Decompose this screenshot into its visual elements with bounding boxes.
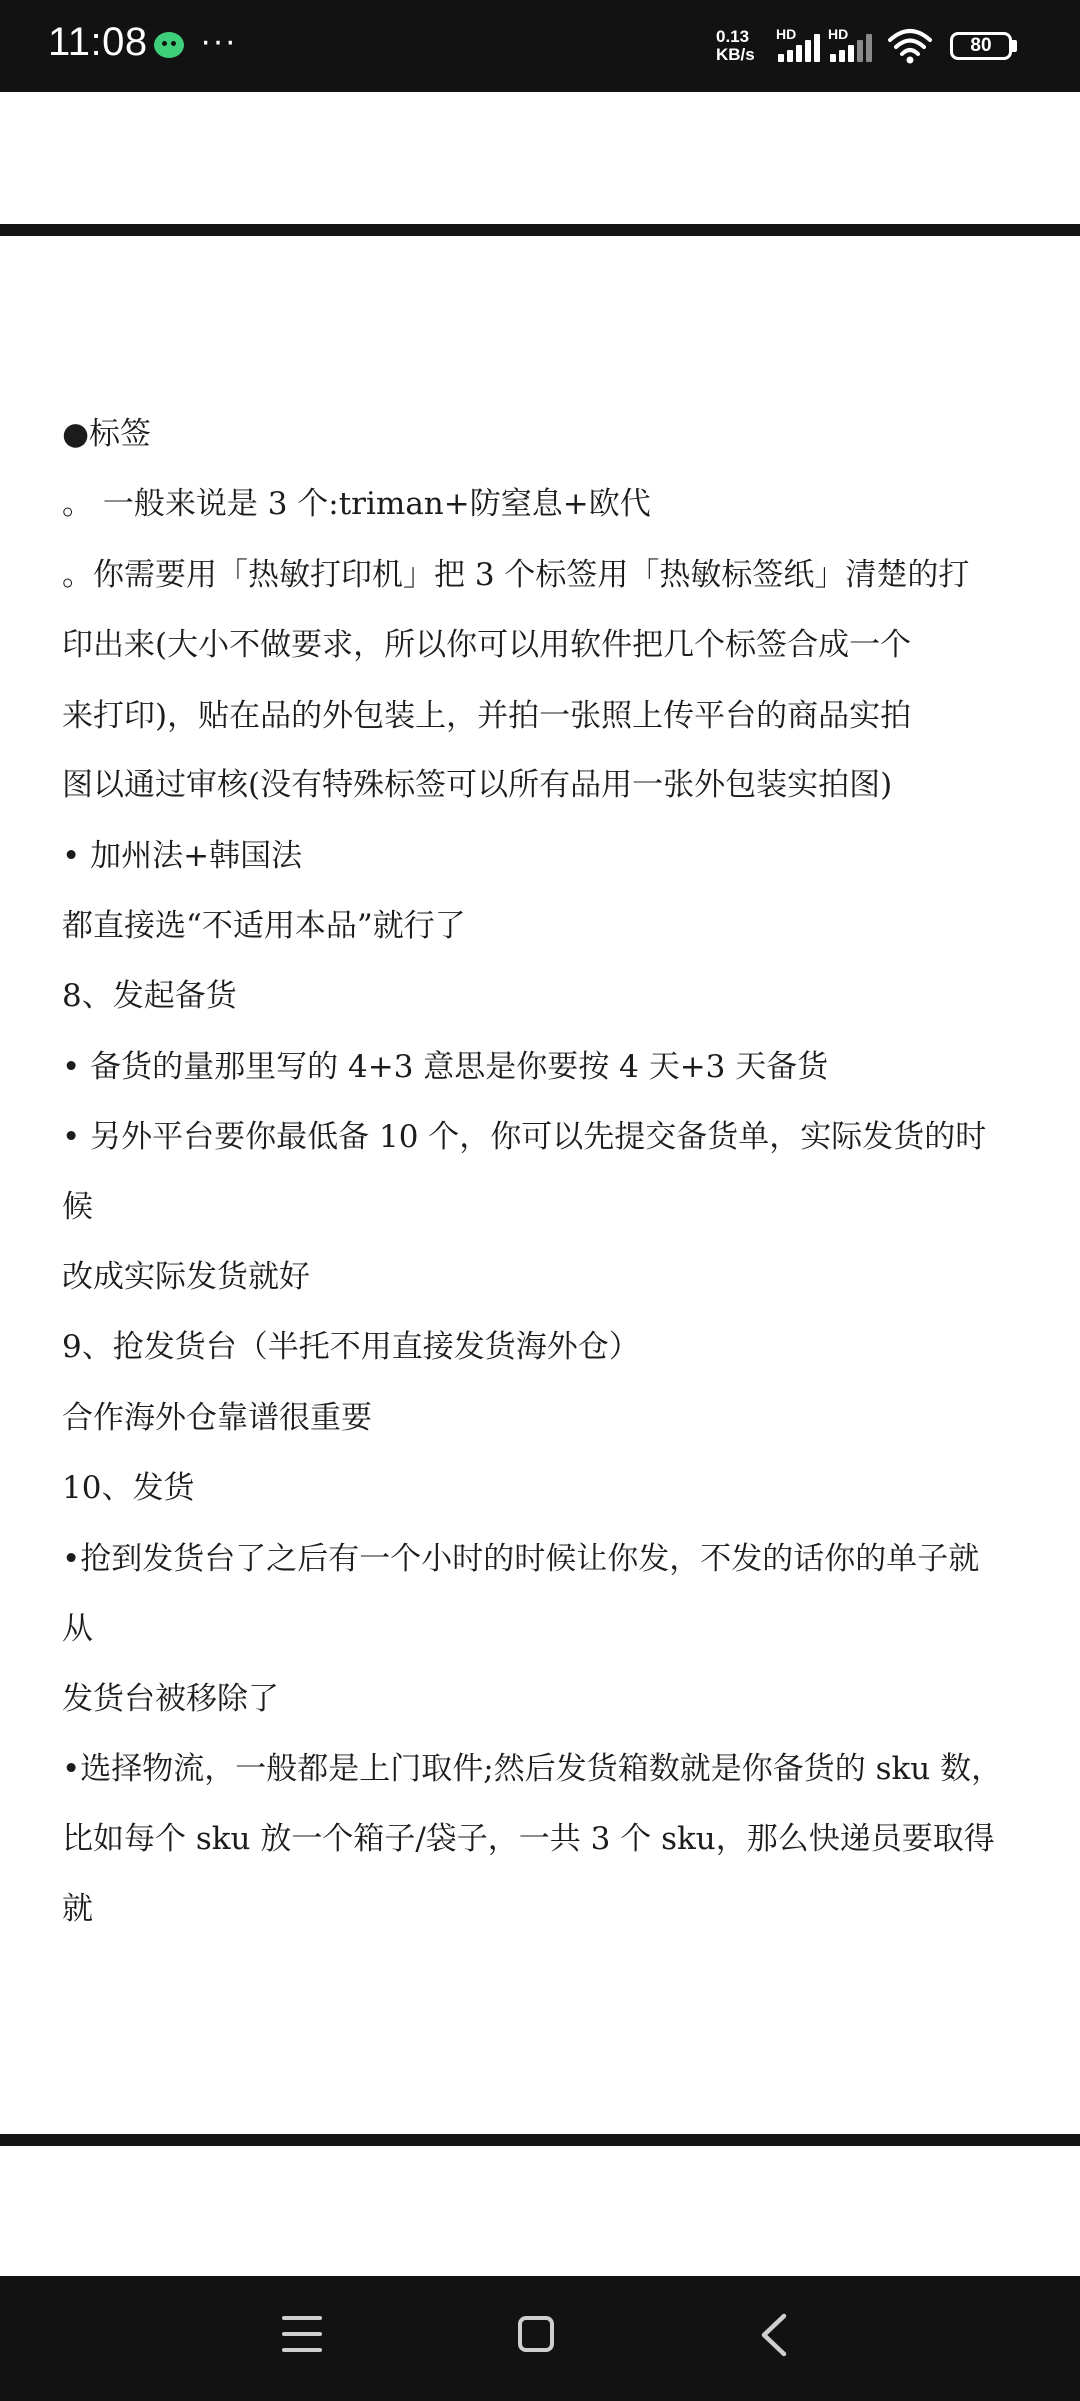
doc-line: 比如每个 sku 放一个箱子/袋子，一共 3 个 sku，那么快递员要取得 [62,1821,995,1857]
home-icon[interactable] [518,2316,554,2352]
doc-line: 改成实际发货就好 [62,1259,310,1295]
doc-line: • 另外平台要你最低备 10 个，你可以先提交备货单，实际发货的时 [62,1119,987,1155]
doc-line: 候 [62,1189,93,1225]
doc-line: 都直接选“不适用本品”就行了 [62,908,466,944]
doc-line: 合作海外仓靠谱很重要 [62,1400,372,1436]
doc-line: 来打印)，贴在品的外包装上，并拍一张照上传平台的商品实拍 [62,698,912,734]
top-rule [0,224,1080,236]
status-time: 11:08 [48,20,148,64]
doc-line: •抢到发货台了之后有一个小时的时候让你发，不发的话你的单子就 [62,1541,980,1577]
doc-line: •选择物流，一般都是上门取件;然后发货箱数就是你备货的 sku 数， [62,1751,1003,1787]
doc-line: 发货台被移除了 [62,1681,279,1717]
sim2-hd-label: HD [828,26,849,42]
doc-line: 。 一般来说是 3 个:triman+防窒息+欧代 [62,486,651,522]
doc-line: ●标签 [62,416,152,452]
doc-line: 印出来(大小不做要求，所以你可以用软件把几个标签合成一个 [62,627,912,663]
network-speed-value: 0.13 [716,27,750,46]
sim1-hd-label: HD [776,26,797,42]
wifi-icon [888,26,932,66]
more-icon: ··· [200,22,237,60]
doc-line: • 加州法+韩国法 [62,838,303,874]
doc-line: 图以通过审核(没有特殊标签可以所有品用一张外包装实拍图) [62,767,893,803]
battery-tip [1012,40,1017,52]
doc-line: 就 [62,1891,93,1927]
battery-icon: 80 [950,32,1012,60]
doc-line: 9、抢发货台（半托不用直接发货海外仓） [62,1329,640,1365]
back-icon[interactable] [756,2312,792,2358]
status-bar [0,0,1080,92]
bottom-rule [0,2134,1080,2146]
doc-line: 8、发起备货 [62,978,237,1014]
doc-line: • 备货的量那里写的 4+3 意思是你要按 4 天+3 天备货 [62,1049,829,1085]
network-speed-unit: KB/s [716,45,755,64]
signal-icon-2 [828,28,886,64]
signal-icon [776,28,834,64]
wechat-icon [154,32,184,58]
network-speed [716,28,772,64]
doc-line: 10、发货 [62,1470,195,1506]
doc-line: 从 [62,1611,93,1647]
menu-icon[interactable] [282,2316,322,2352]
doc-line: 。你需要用「热敏打印机」把 3 个标签用「热敏标签纸」清楚的打 [62,557,970,593]
